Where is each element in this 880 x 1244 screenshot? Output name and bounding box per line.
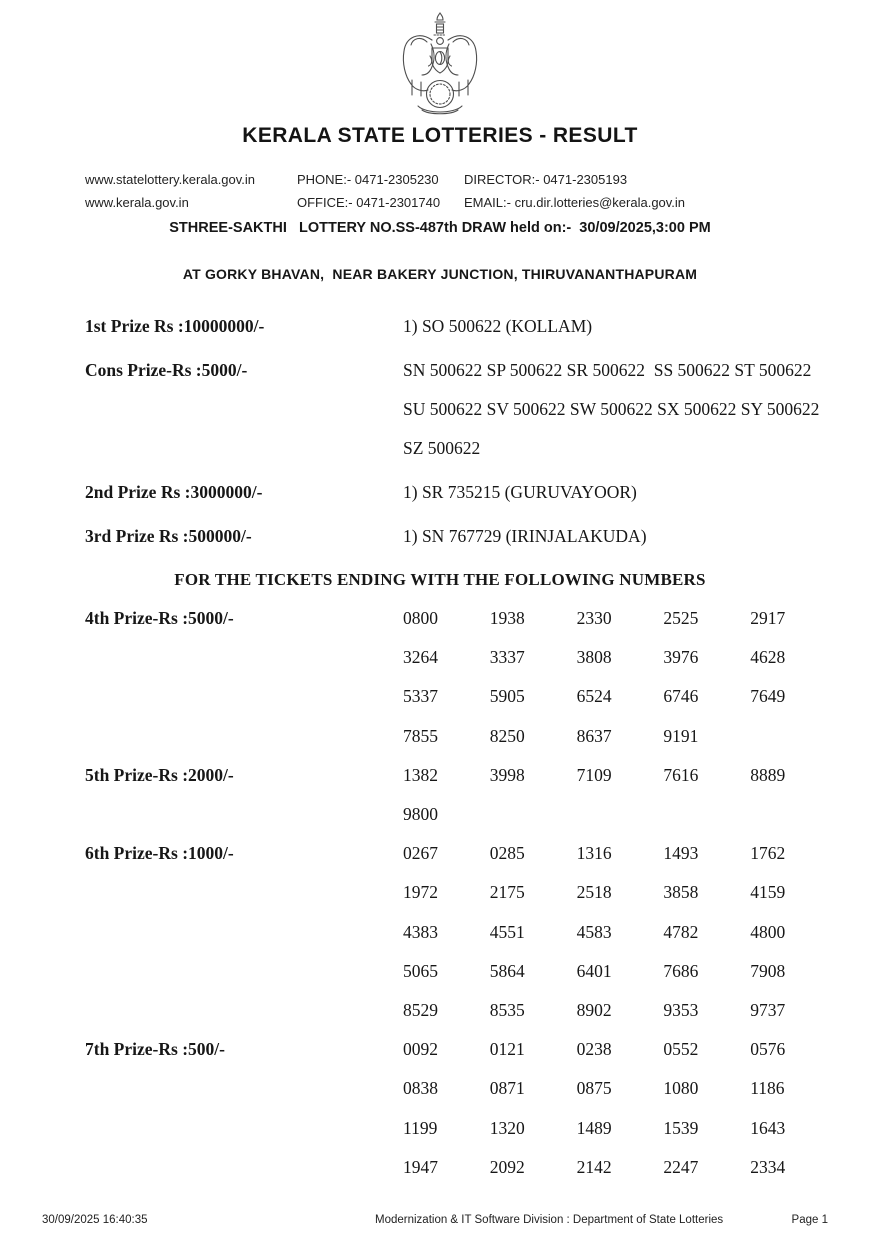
ticket-number: 6746 [663, 686, 699, 707]
prize-label: 5th Prize-Rs :2000/- [85, 764, 234, 785]
prize-label [85, 677, 403, 716]
ticket-number: 9737 [750, 1000, 786, 1021]
ticket-number: 2525 [663, 608, 699, 628]
winning-number-line: SU 500622 SV 500622 SW 500622 SX 500622 SY 500622 [403, 399, 820, 419]
ticket-number: 4628 [750, 647, 786, 668]
ticket-number-row [0, 638, 880, 677]
ticket-number: 8250 [489, 725, 525, 746]
draw-info-line: STHREE-SAKTHI LOTTERY NO.SS-487th DRAW held on:- 30/09/2025,3:00 PM [169, 220, 711, 236]
prize-label: 1st Prize Rs :10000000/- [85, 316, 265, 336]
ticket-number-row [0, 873, 880, 912]
ticket-number: 2175 [489, 882, 525, 903]
ticket-number: 9191 [663, 725, 699, 746]
ticket-number-row [0, 795, 880, 834]
ticket-number: 4782 [663, 921, 699, 942]
email-address: EMAIL:- cru.dir.lotteries@kerala.gov.in [464, 195, 686, 210]
ticket-number: 8529 [403, 1000, 438, 1021]
ticket-number: 6524 [576, 686, 612, 707]
footer-timestamp: 30/09/2025 16:40:35 [42, 1214, 148, 1226]
ticket-number: 0871 [489, 1078, 525, 1099]
ticket-number: 1493 [663, 843, 699, 864]
ticket-number: 9800 [403, 804, 438, 825]
ticket-number: 4800 [750, 921, 786, 942]
website-kerala: www.kerala.gov.in [85, 195, 189, 210]
prize-label [85, 873, 403, 912]
kerala-state-emblem-icon [392, 10, 488, 116]
ticket-number-row [0, 677, 880, 716]
ticket-number: 1947 [403, 1156, 438, 1177]
ticket-number: 1643 [750, 1117, 786, 1138]
ticket-number: 2518 [576, 882, 612, 903]
contact-info [85, 172, 880, 210]
ticket-number: 0875 [576, 1078, 612, 1099]
ticket-number: 7855 [403, 725, 438, 746]
prize-label: 2nd Prize Rs :3000000/- [85, 482, 263, 502]
prize-label: Cons Prize-Rs :5000/- [85, 360, 248, 380]
prize-block [0, 307, 880, 346]
ticket-number: 1972 [403, 882, 438, 903]
prize-block [0, 517, 880, 556]
ticket-number-row [0, 1069, 880, 1108]
ending-prizes-section [0, 599, 880, 1187]
ticket-number: 1382 [403, 764, 438, 785]
ticket-number: 0238 [576, 1039, 612, 1060]
ticket-number: 6401 [576, 960, 612, 981]
prize-winning-numbers [403, 351, 880, 468]
winning-number-line: SN 500622 SP 500622 SR 500622 SS 500622 ST 500622 [403, 360, 812, 380]
website-statelottery: www.statelottery.kerala.gov.in [85, 172, 256, 187]
winning-number-line: 1) SR 735215 (GURUVAYOOR) [403, 482, 637, 502]
ticket-number: 4583 [576, 921, 612, 942]
ticket-number: 3264 [403, 647, 438, 668]
prize-label: 6th Prize-Rs :1000/- [85, 843, 234, 864]
footer-page-number: Page 1 [791, 1214, 828, 1226]
winning-number-line: 1) SO 500622 (KOLLAM) [403, 316, 593, 336]
ticket-number: 3998 [489, 764, 525, 785]
ticket-number: 2330 [576, 608, 612, 628]
prize-label: 4th Prize-Rs :5000/- [85, 608, 234, 628]
ticket-number: 3858 [663, 882, 699, 903]
ticket-number-row [0, 717, 880, 756]
ticket-number: 3976 [663, 647, 699, 668]
page-title: KERALA STATE LOTTERIES - RESULT [242, 124, 638, 147]
prize-label: 3rd Prize Rs :500000/- [85, 526, 252, 546]
ticket-number: 2247 [663, 1156, 699, 1177]
ticket-number: 1539 [663, 1117, 699, 1138]
ticket-number: 8637 [576, 725, 612, 746]
ticket-number: 4159 [750, 882, 786, 903]
ticket-number-row [0, 991, 880, 1030]
prize-label [85, 717, 403, 756]
prize-label: 7th Prize-Rs :500/- [85, 1039, 225, 1060]
top-prizes-section [0, 307, 880, 556]
ticket-number: 7616 [663, 764, 699, 785]
venue-line: AT GORKY BHAVAN, NEAR BAKERY JUNCTION, THIRUVANANTHAPURAM [182, 266, 698, 282]
phone-number: PHONE:- 0471-2305230 [297, 172, 439, 187]
ticket-number: 2334 [750, 1156, 786, 1177]
prize-winning-numbers [403, 473, 880, 512]
ticket-number: 4551 [489, 921, 525, 942]
footer-division: Modernization & IT Software Division : Department of State Lotteries [375, 1214, 724, 1226]
ticket-number: 7649 [750, 686, 786, 707]
ticket-number-row [0, 1148, 880, 1187]
ticket-number: 1080 [663, 1078, 699, 1099]
prize-block [0, 351, 880, 468]
prize-label [85, 1069, 403, 1108]
ticket-number: 3808 [576, 647, 612, 668]
ticket-number: 0838 [403, 1078, 438, 1099]
ticket-number: 1316 [576, 843, 612, 864]
ticket-number: 0285 [489, 843, 525, 864]
ticket-number-row [0, 952, 880, 991]
ticket-number: 1489 [576, 1117, 612, 1138]
ticket-number-row [0, 599, 880, 638]
ticket-number: 5065 [403, 960, 438, 981]
prize-winning-numbers [403, 307, 880, 346]
prize-label [85, 1148, 403, 1187]
ticket-number: 7686 [663, 960, 699, 981]
ticket-number-row [0, 913, 880, 952]
prize-label [85, 952, 403, 991]
page-footer [0, 1214, 880, 1230]
ticket-number-row [0, 756, 880, 795]
ticket-number: 4383 [403, 921, 438, 942]
winning-number-line: SZ 500622 [403, 438, 481, 458]
ticket-number: 0121 [489, 1039, 525, 1060]
ticket-number: 0800 [403, 608, 438, 628]
ticket-number-row [0, 834, 880, 873]
ticket-number: 1199 [403, 1117, 438, 1138]
ticket-number: 7908 [750, 960, 786, 981]
ticket-number: 7109 [576, 764, 612, 785]
ticket-number: 2142 [576, 1156, 612, 1177]
prize-winning-numbers [403, 517, 880, 556]
ticket-number: 0267 [403, 843, 438, 864]
ticket-number: 1762 [750, 843, 786, 864]
prize-label [85, 913, 403, 952]
ticket-number: 8889 [750, 764, 786, 785]
ticket-number: 1320 [489, 1117, 525, 1138]
office-number: OFFICE:- 0471-2301740 [297, 195, 441, 210]
prize-label [85, 638, 403, 677]
ticket-number: 5905 [489, 686, 525, 707]
ticket-number-row [0, 1030, 880, 1069]
director-number: DIRECTOR:- 0471-2305193 [464, 172, 628, 187]
ticket-number-row [0, 1109, 880, 1148]
ticket-number: 8535 [489, 1000, 525, 1021]
ticket-number: 0092 [403, 1039, 438, 1060]
ticket-number: 9353 [663, 1000, 699, 1021]
ticket-number: 5337 [403, 686, 438, 707]
ticket-number: 0576 [750, 1039, 786, 1060]
ticket-number: 0552 [663, 1039, 699, 1060]
winning-number-line: 1) SN 767729 (IRINJALAKUDA) [403, 526, 647, 546]
ticket-number: 1938 [489, 608, 525, 628]
ticket-number: 1186 [750, 1078, 785, 1099]
prize-label [85, 991, 403, 1030]
ticket-number: 5864 [489, 960, 525, 981]
ticket-number: 2917 [750, 608, 786, 628]
ticket-number: 2092 [489, 1156, 525, 1177]
section-heading: FOR THE TICKETS ENDING WITH THE FOLLOWING NUMBERS [174, 570, 706, 589]
prize-label [85, 1109, 403, 1148]
ticket-number: 3337 [489, 647, 525, 668]
prize-block [0, 473, 880, 512]
prize-label [85, 795, 403, 834]
ticket-number: 8902 [576, 1000, 612, 1021]
